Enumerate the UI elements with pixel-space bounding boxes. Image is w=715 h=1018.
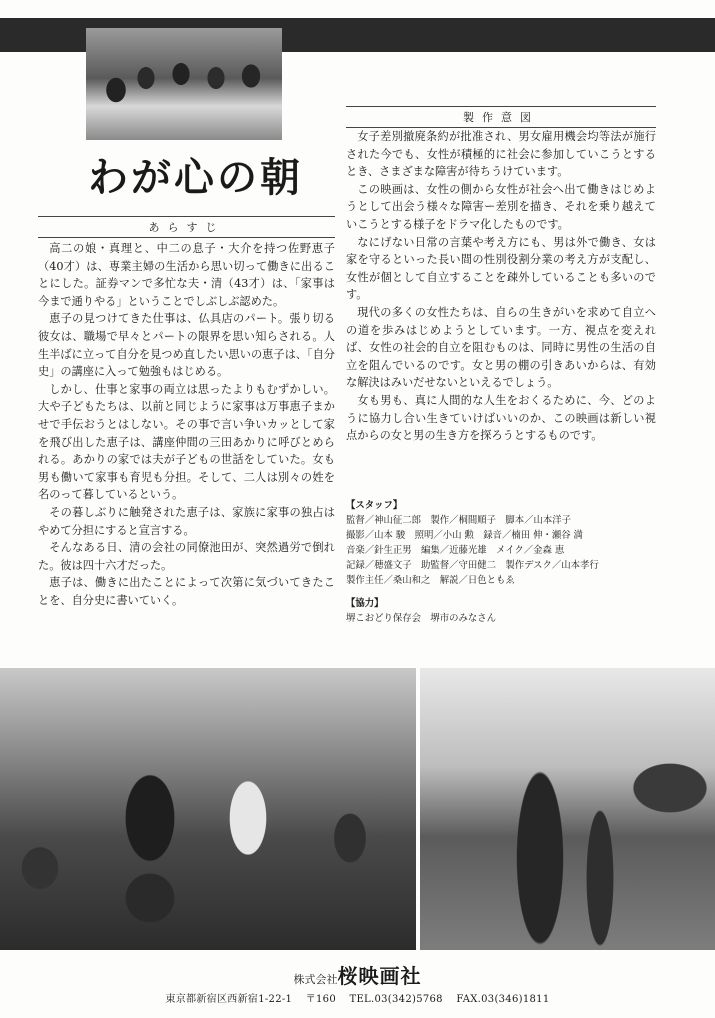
credits-block — [346, 498, 666, 626]
staff-line: 製作主任／桑山和之 解説／日色ともゑ — [346, 575, 515, 586]
synopsis-paragraph: しかし、仕事と家事の両立は思ったよりもむずかしい。大や子どもたちは、以前と同じように家事は万事恵子まかせで手伝おうとはしない。その事で言い争いカッとして家を飛び出した恵子は、講座仲間の三田あかりに呼びとめられる。あかりの家では夫が子どもの世話をしていた。女も男も働いて家事も育児も分担。そして、二人は別々の姓を名のって暮しているという。 — [38, 382, 335, 502]
company-name-text: 桜映画社 — [337, 964, 422, 988]
cooperation-heading: 【協力】 — [346, 598, 384, 609]
synopsis-paragraph: その暮しぶりに触発された恵子は、家族に家事の独占はやめて分担にすると宣言する。 — [38, 505, 335, 537]
company-name — [0, 960, 715, 989]
intent-paragraph: 女も男も、真に人間的な人生をおくるために、今、どのように協力し合い生きていけばいいのか、この映画は新しい視点からの女と男の生き方を探ろうとするものです。 — [346, 393, 656, 443]
staff-heading: 【スタッフ】 — [346, 500, 403, 511]
intent-paragraph: なにげない日常の言葉や考え方にも、男は外で働き、女は家を守るといった長い間の性別役割分業の考え方が支配し、女性が個として自立することを疎外していることも多いのです。 — [346, 235, 656, 302]
synopsis-paragraph: 恵子は、働きに出たことによって次第に気づいてきたことを、自分史に書いていく。 — [38, 576, 335, 607]
staff-line: 音楽／針生正男 編集／近藤光雄 メイク／金森 恵 — [346, 545, 565, 556]
postal-code: 〒160 — [305, 994, 336, 1005]
synopsis-paragraph: 高二の娘・真理と、中二の息子・大介を持つ佐野恵子（40才）は、専業主婦の生活から思い切って働きに出ることにした。証券マンで多忙な夫・清（43才）は、「家事は今まで通りやる」ということでしぶしぶ認めた。 — [38, 242, 335, 308]
intent-paragraph: 女子差別撤廃条約が批准され、男女雇用機会均等法が施行された今でも、女性が積極的に社会に参加していこうとするとき、さまざまな障害が待ちうけています。 — [346, 130, 656, 179]
intent-paragraph: 現代の多くの女性たちは、自らの生きがいを求めて自立への道を歩みはじめようとしています。一方、視点を変えれば、女性の社会的自立を阻むものは、同時に男性の生活の自立を阻んでいるのです。女と男の棚の引きあいからは、有効な解決はみいだせないといえるでしょう。 — [346, 305, 656, 390]
intent-paragraph: この映画は、女性の側から女性が社会へ出て働きはじめようとして出会う様々な障害ー差別を描き、それを乗り越えていこうとする様子をドラマ化したものです。 — [346, 182, 656, 231]
film-title: わが心の朝 — [88, 154, 303, 201]
group-photo-women — [86, 28, 282, 140]
synopsis-heading: あらすじ — [38, 216, 335, 238]
staff-line: 監督／神山征二郎 製作／桐間順子 脚本／山本洋子 — [346, 515, 572, 526]
production-intent-body — [346, 128, 656, 445]
staff-line: 記録／穂盛文子 助監督／守田健二 製作デスク／山本孝行 — [346, 560, 599, 571]
workshop-photo — [0, 668, 416, 950]
outdoor-photo — [420, 668, 715, 950]
fax: FAX.03(346)1811 — [456, 994, 550, 1005]
synopsis-paragraph: そんなある日、清の会社の同僚池田が、突然過労で倒れた。彼は四十六才だった。 — [38, 541, 335, 572]
cooperation-line: 堺こおどり保存会 堺市のみなさん — [346, 613, 497, 624]
company-prefix: 株式会社 — [293, 973, 338, 986]
production-intent-heading: 製作意図 — [346, 106, 656, 128]
synopsis-paragraph: 恵子の見つけてきた仕事は、仏具店のパート。張り切る彼女は、職場で早々とパートの限界を思い知らされる。人生半ばに立って自分を見つめ直したい思いの恵子は、「自分史」の講座に入って勉強もはじめる。 — [38, 312, 335, 379]
company-address-line — [0, 990, 715, 1005]
address: 東京都新宿区西新宿1-22-1 — [165, 994, 293, 1005]
staff-line: 撮影／山本 駿 照明／小山 勲 録音／楠田 伸・瀬谷 満 — [346, 530, 583, 541]
telephone: TEL.03(342)5768 — [349, 994, 443, 1005]
synopsis-body — [38, 240, 335, 609]
